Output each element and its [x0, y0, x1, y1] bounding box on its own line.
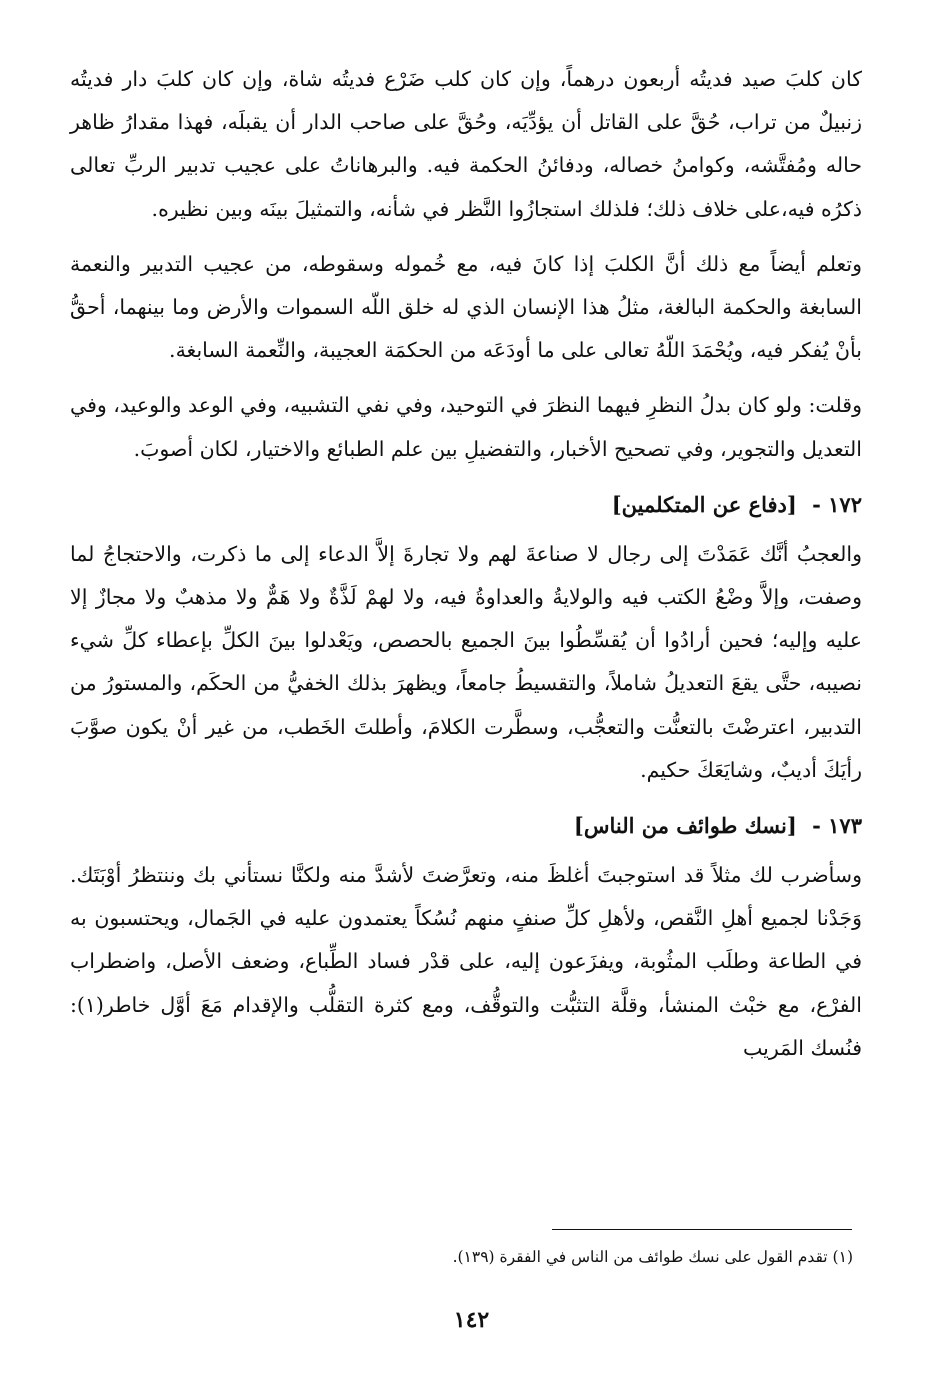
paragraph-2: وتعلم أيضاً مع ذلك أنَّ الكلبَ إذا كانَ فيه، مع خُموله وسقوطه، من عجيب التدبير والنعمة السابغة والحكمة البالغة، مثلُ هذا الإنسان الذي له خلق اللّه السموات والأرض وما بينهما، أحقُّ بأنْ يُفكر فيه، ويُحْمَدَ اللّهُ تعالى على ما أودَعَه من الحكمَة العجيبة، والنِّعمة السابغة.: [70, 251, 862, 363]
footnote-divider: [552, 1229, 852, 1230]
paragraph-3: وقلت: ولو كان بدلُ النظرِ فيهما النظرَ في التوحيد، وفي نفي التشبيه، وفي الوعد والوعيد، وفي التعديل والتجوير، وفي تصحيح الأخبار، والتفضيلِ بين علم الطبائع والاختيار، لكان أصوبَ.: [70, 393, 862, 461]
section-173-number: ١٧٣ -: [812, 813, 862, 839]
footnote: (١) تقدم القول على نسك طوائف من الناس في الفقرة (١٣٩).: [452, 1248, 853, 1266]
section-173-title: [نسك طوائف من الناس]: [573, 813, 797, 839]
section-172-text: والعجبُ أنَّك عَمَدْتَ إلى رجال لا صناعةَ لهم ولا تجارةَ إلاَّ الدعاء إلى ما ذكرت، والاحتجاجُ لما وصفت، وإلاَّ وضْعُ الكتب فيه والولايةُ والعداوةُ فيه، ولا لهمْ لَذَّةٌ ولا هَمٌّ ولا مذهبٌ ولا مجازٌ إلا عليه وإليه؛ فحين أرادُوا أن يُقسِّطُوا بينَ الجميع بالحصص، ويَعْدلوا بينَ الكلِّ بإعطاء كلِّ شيء نصيبه، حتَّى يقعَ التعديلُ شاملاً، والتقسيطُ جامعاً، ويظهرَ بذلك الخفيُّ من الحكَم، والمستورُ من التدبير، اعترضْتَ بالتعنُّت والتعجُّب، وسطَّرت الكلامَ، وأطلتَ الخَطب، من غير أنْ يكون صوَّبَ رأيَكَ أديبٌ، وشايَعَكَ حكيم.: [70, 541, 862, 782]
section-172-heading: [70, 483, 862, 527]
section-172-title: [دفاع عن المتكلمين]: [611, 491, 797, 517]
section-173-heading: [70, 804, 862, 848]
section-173-text: وسأضرب لك مثلاً قد استوجبتَ أغلظَ منه، وتعرَّضتَ لأشدَّ منه ولكنَّا نستأني بك وننتظرُ أوْبَتَك. وَجَدْنا لجميع أهلِ النَّقص، ولأهلِ كلِّ صنفٍ منهم نُسُكاً يعتمدون عليه في الجَمال، ويحتسبون به في الطاعة وطلَب المثُوبة، ويفزَعون إليه، على قدْر فساد الطِّباع، وضعف الأصل، واضطراب الفرْع، مع خبْث المنشأ، وقلَّة التثبُّت والتوقُّف، ومع كثرة التقلُّب والإقدام مَعَ أوَّل خاطر(١): فنُسك المَريب: [70, 863, 862, 1060]
page-number: ١٤٢: [453, 1307, 490, 1333]
paragraph-1: كان كلبَ صيد فديتُه أربعون درهماً، وإن كان كلب ضَرْع فديتُه شاة، وإن كان كلبَ دار فديتُه زنبيلٌ من تراب، حُقَّ على القاتل أن يؤدِّيَه، وحُقَّ على صاحب الدار أن يقبلَه، فهذا مقدارُ ظاهر حاله ومُفتَّشه، وكوامنُ خصاله، ودفائنُ الحكمة فيه. والبرهاناتُ على عجيب تدبير الربِّ تعالى ذكرُه فيه،على خلاف ذلك؛ فلذلك استجازُوا النَّظر في شأنه، والتمثيلَ بينَه وبين نظيره.: [70, 67, 862, 221]
page-body: [70, 58, 862, 1082]
section-172-number: ١٧٢ -: [812, 491, 862, 517]
